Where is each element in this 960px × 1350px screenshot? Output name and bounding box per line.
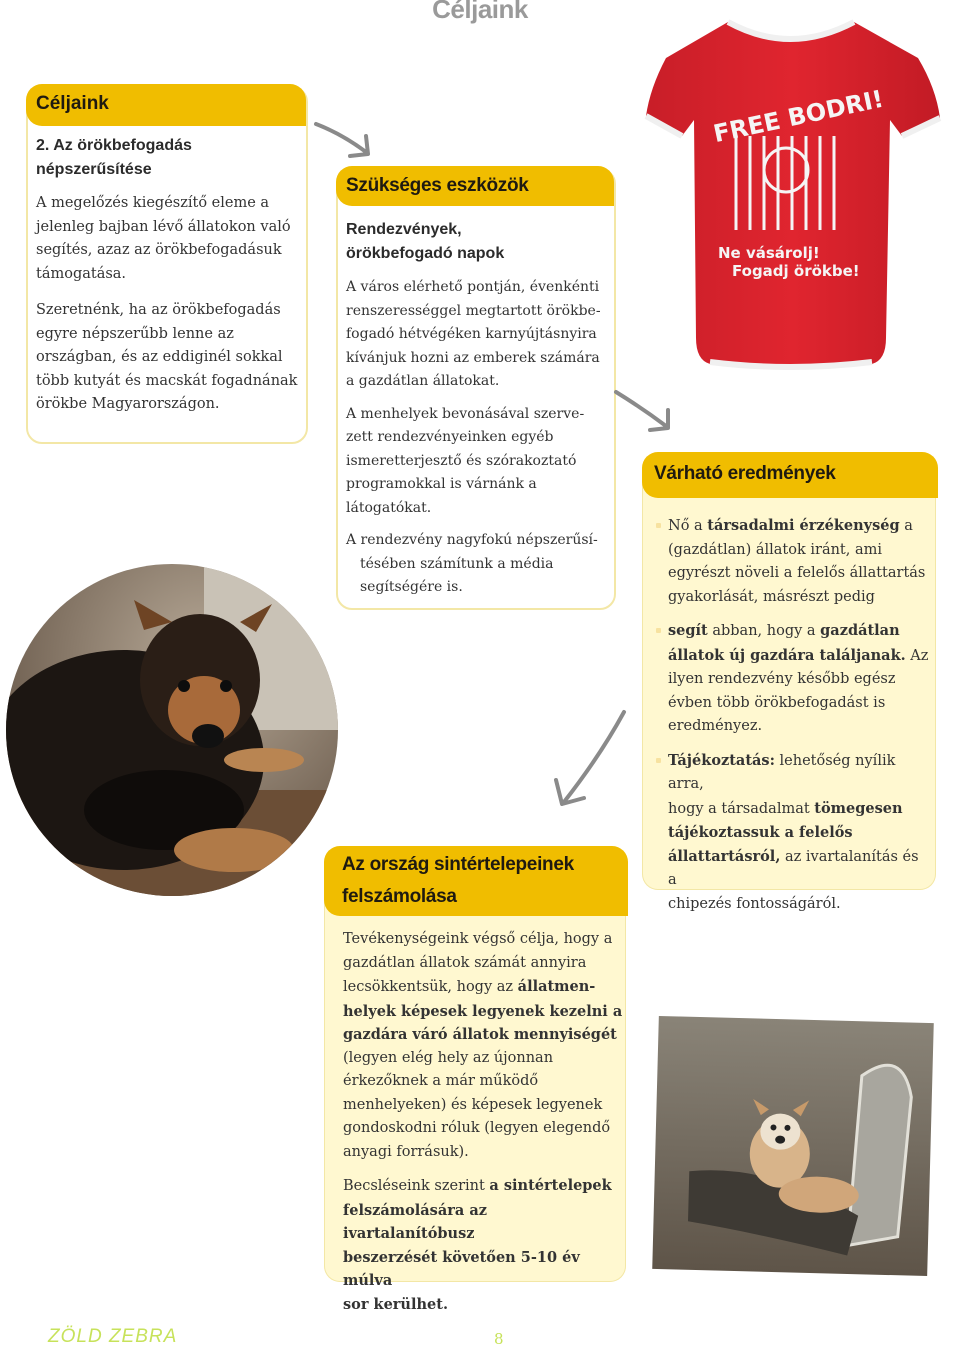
text: a sintértelepek [489, 1177, 612, 1194]
bullet-icon [656, 523, 661, 528]
results-line: egyrészt növeli a felelős állattartás [668, 565, 926, 581]
text: abban, hogy a [707, 623, 821, 639]
text: a [899, 518, 913, 534]
tools-line: A város elérhető pontján, évenkénti [346, 279, 600, 295]
tshirt-print-bottom-1: Ne vásárolj! [718, 244, 820, 262]
results-tab-title: Várható eredmények [654, 463, 836, 484]
results-line [668, 644, 930, 669]
results-bullet-1 [668, 514, 930, 539]
shelters-line: beszerzését követően 5-10 év múlva [343, 1248, 580, 1289]
stray-dog-photo [647, 1010, 940, 1281]
shelters-line: gondoskodni róluk (legyen elegendő [343, 1120, 611, 1136]
results-bullet-3 [668, 749, 930, 797]
text: állattartásról, [668, 847, 781, 865]
shelters-line: helyek képesek legyenek kezelni a [343, 1002, 623, 1020]
tshirt-print-top: FREE BODRI! [710, 84, 886, 149]
tools-line: renszerességgel megtartott örökbe- [346, 302, 601, 319]
results-tab [642, 452, 938, 498]
text: lehetőség nyílik arra, [668, 752, 896, 792]
results-bullet-2 [668, 619, 930, 644]
results-line: ilyen rendezvény később egész [668, 671, 896, 687]
goals-subtitle-line2: népszerűsítése [36, 161, 152, 178]
shelters-line: gazdára váró állatok mennyiségét [343, 1026, 617, 1043]
results-line: chipezés fontosságáról. [668, 895, 841, 912]
goals-line: támogatása. [36, 265, 127, 282]
results-line [668, 845, 930, 893]
bullet-icon [656, 758, 661, 763]
text: lecsökkentsük, hogy az [343, 979, 518, 995]
text: hogy a társadalmat [668, 800, 815, 817]
tools-subtitle-line1: Rendezvények, [346, 221, 462, 238]
goals-subtitle-line1: 2. Az örökbefogadás [36, 137, 192, 154]
tools-line: A menhelyek bevonásával szerve- [346, 405, 585, 422]
shelters-line: Tevékenységeink végső célja, hogy a [343, 931, 613, 947]
tools-line: programokkal is várnánk a [346, 476, 537, 492]
text: Becsléseink szerint [343, 1178, 490, 1194]
page-number: 8 [494, 1330, 504, 1348]
text: Az [905, 647, 929, 664]
tools-line: zett rendezvényeinken egyéb [346, 429, 554, 445]
shelters-line: felszámolására az ivartalanítóbusz [343, 1201, 487, 1242]
results-line: eredményez. [668, 718, 763, 734]
text: Nő a [668, 518, 708, 534]
shelters-tab-title-line2: felszámolása [342, 886, 457, 907]
tshirt-image [640, 8, 946, 380]
tools-subtitle-line2: örökbefogadó napok [346, 245, 505, 262]
shelters-line [343, 975, 623, 1000]
goals-body [36, 192, 298, 417]
arrow-down-left-icon [550, 706, 630, 816]
arrow-right-icon [312, 118, 376, 162]
shelters-line: sor kerülhet. [343, 1295, 448, 1313]
shelters-body [343, 928, 623, 1316]
goals-subtitle [36, 134, 192, 182]
goals-line: több kutyát és macskát fogadnának [36, 372, 298, 389]
text: segít [668, 622, 708, 639]
goals-line: A megelőzés kiegészítő eleme a [36, 195, 270, 211]
shelters-line: anyagi forrásuk). [343, 1143, 469, 1160]
goals-line: országban, és az eddiginél sokkal [36, 349, 283, 365]
goals-line: Szeretnénk, ha az örökbefogadás [36, 302, 281, 318]
tools-subtitle [346, 218, 504, 266]
tools-line: segítségére is. [360, 579, 463, 595]
tools-line: fogadó hétvégéken karnyújtásnyira [346, 326, 597, 342]
text: tömegesen [814, 799, 903, 817]
shelters-line [343, 1174, 623, 1199]
text: gazdátlan [820, 622, 900, 639]
tools-line: ismeretterjesztő és szórakoztató [346, 452, 577, 469]
tools-line: tésében számítunk a média [360, 555, 554, 572]
tools-line: A rendezvény nagyfokú népszerűsí- [346, 532, 598, 548]
tools-line: kívánjuk hozni az emberek számára [346, 349, 600, 366]
shelters-line: gazdátlan állatok számát annyira [343, 954, 587, 971]
shelters-tab [324, 846, 628, 916]
text: állatok új gazdára találjanak. [668, 646, 906, 664]
text: az ivartalanítás és a [668, 848, 919, 888]
footer-brand: ZÖLD ZEBRA [48, 1326, 178, 1347]
shelters-line: (legyen elég hely az újonnan [343, 1049, 554, 1066]
text: társadalmi érzékenység [707, 517, 900, 534]
results-body [668, 514, 930, 916]
page-header: Céljaink [432, 0, 528, 24]
tools-line: a gazdátlan állatokat. [346, 373, 500, 389]
shelters-line: érkezőknek a már működő [343, 1073, 539, 1089]
tools-tab [336, 166, 614, 206]
results-line: (gazdátlan) állatok iránt, ami [668, 541, 883, 558]
results-line [668, 797, 930, 822]
goals-line: jelenleg bajban lévő állatokon való [36, 218, 291, 235]
text: Tájékoztatás: [668, 751, 775, 769]
goals-line: örökbe Magyarországon. [36, 396, 220, 412]
shelters-line: menhelyeken) és képesek legyenek [343, 1096, 603, 1113]
results-line: évben több örökbefogadást is [668, 694, 886, 711]
arrow-down-right-icon [612, 386, 676, 436]
results-line: tájékoztassuk a felelős [668, 824, 853, 841]
goals-line: egyre népszerűbb lenne az [36, 325, 234, 342]
goals-line: segítés, azaz az örökbefogadásuk [36, 242, 282, 258]
goals-tab-title: Céljaink [36, 93, 109, 114]
text: állatmen- [517, 978, 596, 995]
tshirt-print-bottom-2: Fogadj örökbe! [732, 262, 860, 280]
results-line: gyakorlását, másrészt pedig [668, 588, 875, 605]
bullet-icon [656, 628, 661, 633]
tools-line: látogatókat. [346, 499, 432, 516]
tools-body [346, 276, 608, 600]
tools-tab-title: Szükséges eszközök [346, 175, 529, 196]
shelters-tab-title-line1: Az ország sintértelepeinek [342, 854, 574, 875]
mother-dog-photo [4, 560, 340, 900]
goals-tab [26, 84, 306, 126]
